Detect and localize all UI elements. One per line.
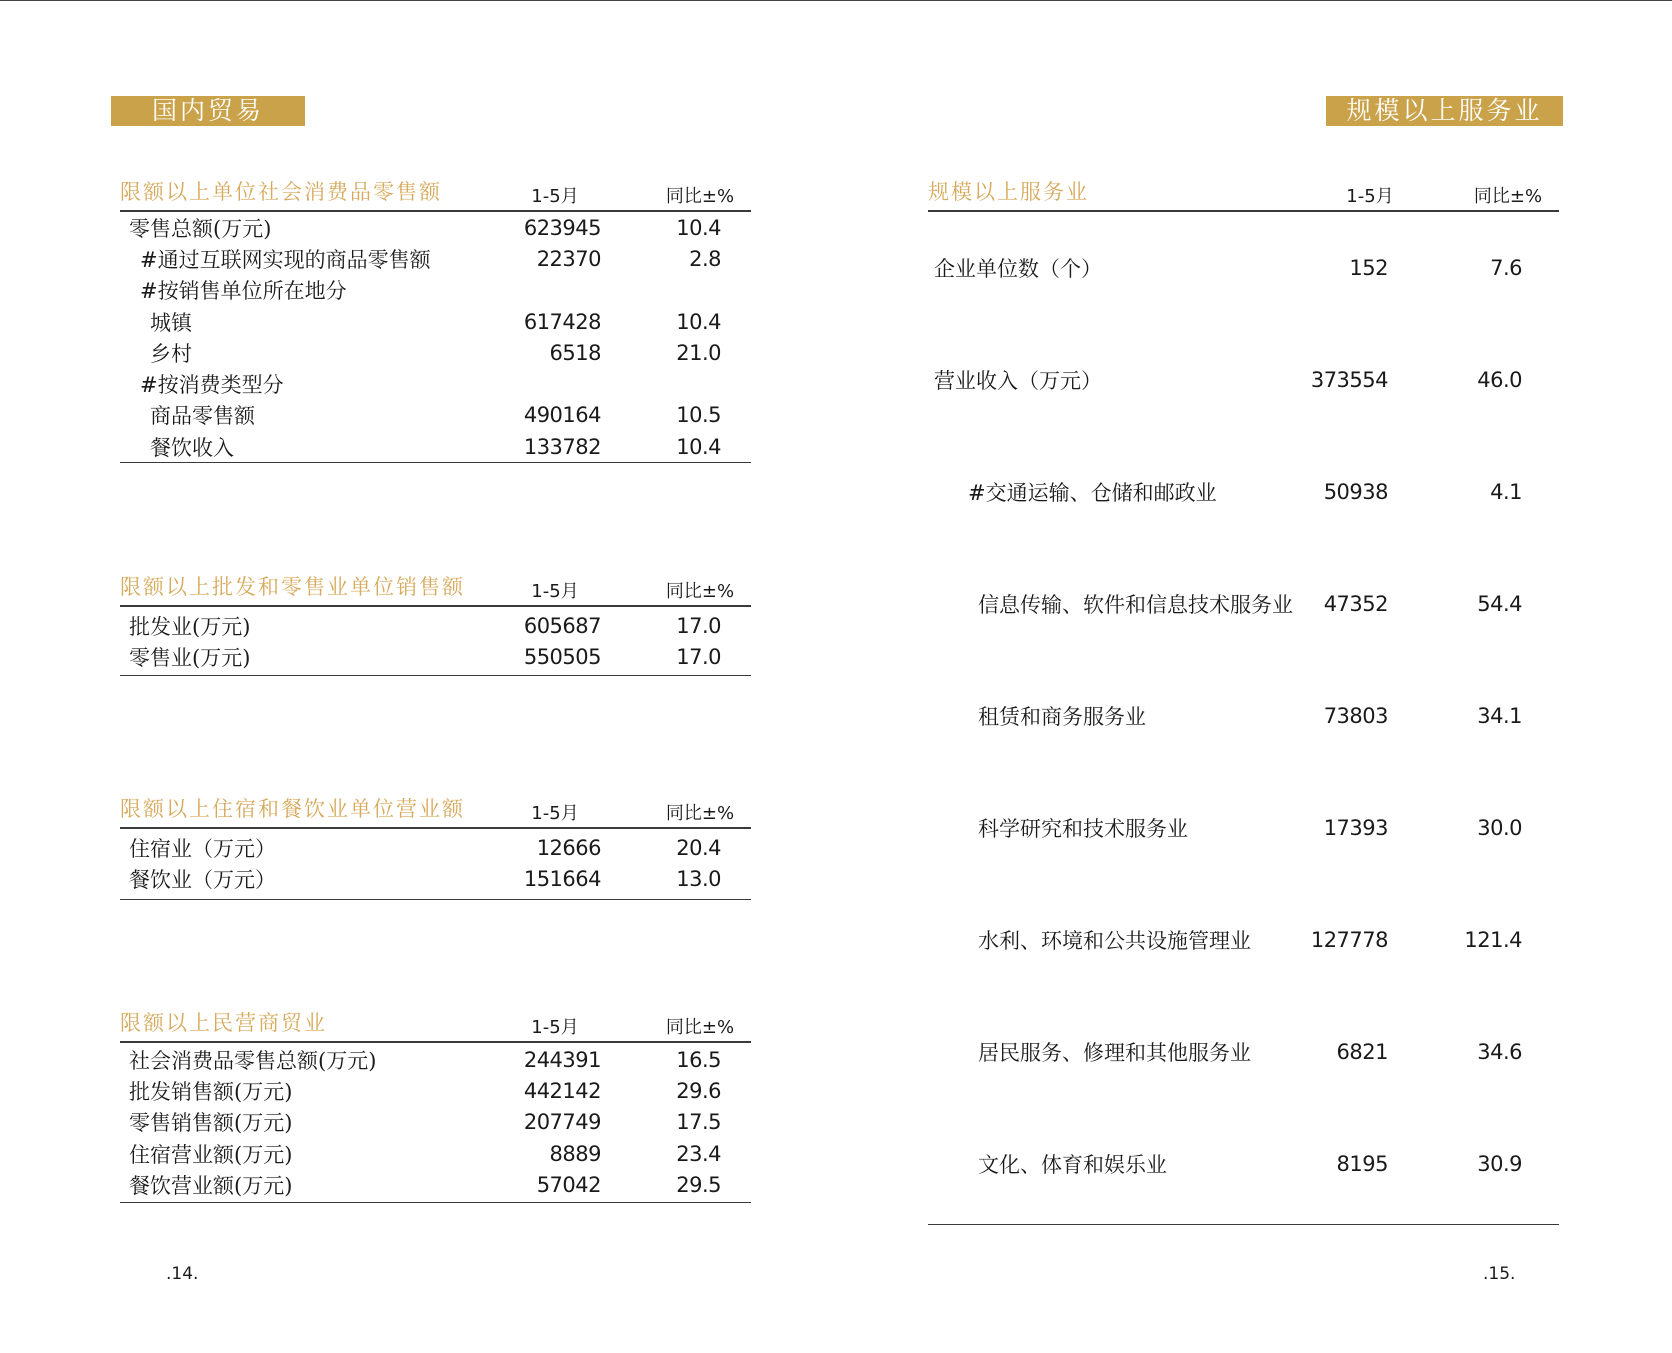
table-row — [120, 1169, 751, 1200]
table-row — [120, 400, 751, 431]
row-value-yoy: 10.4 — [676, 215, 721, 240]
row-value-period: 442142 — [523, 1078, 601, 1103]
services-table — [928, 180, 1559, 1225]
chapter-banner-domestic-trade: 国内贸易 — [111, 96, 305, 126]
table-row — [120, 306, 751, 337]
row-value-period: 50938 — [1323, 480, 1388, 504]
row-value-yoy: 7.6 — [1490, 256, 1522, 280]
row-value-period: 605687 — [523, 613, 601, 638]
wholesale-retail-sales-table — [120, 575, 751, 676]
table-row — [928, 324, 1559, 436]
row-value-yoy: 29.5 — [676, 1172, 721, 1197]
row-value-period: 617428 — [523, 309, 601, 334]
row-label: #通过互联网实现的商品零售额 — [140, 247, 431, 272]
row-label: 租赁和商务服务业 — [978, 705, 1146, 729]
row-value-period: 17393 — [1323, 816, 1388, 840]
table-row — [928, 772, 1559, 884]
page-top-rule — [0, 0, 1672, 1]
table-title: 限额以上民营商贸业 — [120, 1011, 327, 1035]
row-label: 餐饮业（万元） — [129, 867, 276, 892]
page-number-left: .14. — [166, 1264, 199, 1284]
table-body — [928, 212, 1559, 1225]
row-label: 商品零售额 — [150, 404, 255, 429]
column-header-period: 1-5月 — [1346, 186, 1394, 207]
row-label: 零售销售额(万元) — [129, 1111, 293, 1136]
table-header — [120, 575, 751, 607]
table-row — [120, 243, 751, 274]
accommodation-catering-table — [120, 797, 751, 900]
row-value-yoy: 34.1 — [1477, 704, 1522, 728]
column-header-period: 1-5月 — [531, 1017, 579, 1038]
row-value-period: 127778 — [1310, 928, 1388, 952]
table-row — [928, 996, 1559, 1108]
row-value-yoy: 54.4 — [1477, 592, 1522, 616]
row-value-yoy: 17.5 — [676, 1110, 721, 1135]
table-header — [928, 180, 1559, 212]
row-value-period: 623945 — [523, 215, 601, 240]
table-row — [120, 1075, 751, 1106]
row-value-yoy: 10.5 — [676, 403, 721, 428]
row-value-yoy: 30.0 — [1477, 816, 1522, 840]
row-label: 零售总额(万元) — [129, 216, 272, 241]
row-value-period: 47352 — [1323, 592, 1388, 616]
row-value-yoy: 10.4 — [676, 309, 721, 334]
row-value-yoy: 10.4 — [676, 434, 721, 459]
row-value-period: 22370 — [536, 246, 601, 271]
table-row — [120, 1107, 751, 1138]
row-label: 科学研究和技术服务业 — [978, 817, 1188, 841]
table-row — [120, 610, 751, 641]
table-row — [120, 863, 751, 894]
row-value-period: 6518 — [549, 340, 601, 365]
column-header-yoy: 同比±% — [665, 581, 735, 602]
row-label: 城镇 — [150, 310, 192, 335]
table-row — [120, 1044, 751, 1075]
row-label: 餐饮营业额(万元) — [129, 1173, 293, 1198]
table-body — [120, 607, 751, 676]
row-value-period: 73803 — [1323, 704, 1388, 728]
row-value-period: 244391 — [523, 1047, 601, 1072]
table-row — [120, 431, 751, 462]
row-label: #按销售单位所在地分 — [140, 279, 347, 304]
row-value-yoy: 17.0 — [676, 613, 721, 638]
row-value-yoy: 34.6 — [1477, 1040, 1522, 1064]
row-value-period: 133782 — [523, 434, 601, 459]
column-header-period: 1-5月 — [531, 186, 579, 207]
table-row — [120, 832, 751, 863]
row-value-yoy: 30.9 — [1477, 1152, 1522, 1176]
row-label: 信息传输、软件和信息技术服务业 — [978, 593, 1293, 617]
column-header-yoy: 同比±% — [665, 186, 735, 207]
table-row — [120, 212, 751, 243]
row-value-yoy: 2.8 — [689, 246, 721, 271]
table-row — [120, 1138, 751, 1169]
row-value-yoy: 13.0 — [676, 866, 721, 891]
row-value-yoy: 17.0 — [676, 644, 721, 669]
row-label: 社会消费品零售总额(万元) — [129, 1048, 377, 1073]
row-label: 水利、环境和公共设施管理业 — [978, 929, 1251, 953]
column-header-period: 1-5月 — [531, 803, 579, 824]
row-label: #交通运输、仓储和邮政业 — [968, 481, 1217, 505]
row-label: 住宿营业额(万元) — [129, 1142, 293, 1167]
row-label: 乡村 — [150, 341, 192, 366]
row-value-period: 8195 — [1336, 1152, 1388, 1176]
row-value-period: 8889 — [549, 1141, 601, 1166]
table-row — [928, 548, 1559, 660]
row-value-yoy: 4.1 — [1490, 480, 1522, 504]
table-row — [928, 884, 1559, 996]
table-row — [928, 660, 1559, 772]
table-title: 限额以上批发和零售业单位销售额 — [120, 575, 465, 599]
row-value-yoy: 121.4 — [1464, 928, 1522, 952]
column-header-yoy: 同比±% — [665, 803, 735, 824]
table-body — [120, 1043, 751, 1203]
row-value-period: 373554 — [1310, 368, 1388, 392]
table-body — [120, 212, 751, 463]
row-label: 零售业(万元) — [129, 645, 251, 670]
column-header-period: 1-5月 — [531, 581, 579, 602]
table-row — [120, 641, 751, 672]
row-label: 餐饮收入 — [150, 435, 234, 460]
row-label: 文化、体育和娱乐业 — [978, 1153, 1167, 1177]
retail-sales-table — [120, 180, 751, 463]
row-value-period: 207749 — [523, 1110, 601, 1135]
row-value-period: 550505 — [523, 644, 601, 669]
row-label: 批发销售额(万元) — [129, 1079, 293, 1104]
column-header-yoy: 同比±% — [665, 1017, 735, 1038]
row-label: 营业收入（万元） — [934, 369, 1102, 393]
row-label: 住宿业（万元） — [129, 836, 276, 861]
row-label: #按消费类型分 — [140, 373, 284, 398]
table-header — [120, 180, 751, 212]
table-row — [928, 212, 1559, 324]
table-row — [928, 1108, 1559, 1220]
row-value-yoy: 20.4 — [676, 835, 721, 860]
row-value-yoy: 21.0 — [676, 340, 721, 365]
private-trade-table — [120, 1011, 751, 1203]
row-label: 居民服务、修理和其他服务业 — [978, 1041, 1251, 1065]
page-number-right: .15. — [1483, 1264, 1516, 1284]
table-row — [120, 275, 751, 306]
row-value-period: 57042 — [536, 1172, 601, 1197]
row-value-period: 490164 — [523, 403, 601, 428]
row-label: 批发业(万元) — [129, 614, 251, 639]
table-title: 限额以上单位社会消费品零售额 — [120, 180, 442, 204]
table-body — [120, 829, 751, 900]
row-value-yoy: 23.4 — [676, 1141, 721, 1166]
row-value-yoy: 46.0 — [1477, 368, 1522, 392]
row-value-period: 12666 — [536, 835, 601, 860]
table-header — [120, 797, 751, 829]
table-row — [928, 436, 1559, 548]
chapter-banner-services: 规模以上服务业 — [1326, 96, 1563, 126]
table-row — [120, 337, 751, 368]
row-value-yoy: 29.6 — [676, 1078, 721, 1103]
row-value-period: 151664 — [523, 866, 601, 891]
table-title: 规模以上服务业 — [928, 180, 1089, 204]
column-header-yoy: 同比±% — [1473, 186, 1543, 207]
row-value-period: 152 — [1349, 256, 1388, 280]
table-row — [120, 368, 751, 399]
row-value-yoy: 16.5 — [676, 1047, 721, 1072]
table-title: 限额以上住宿和餐饮业单位营业额 — [120, 797, 465, 821]
row-value-period: 6821 — [1336, 1040, 1388, 1064]
row-label: 企业单位数（个） — [934, 257, 1102, 281]
table-header — [120, 1011, 751, 1043]
